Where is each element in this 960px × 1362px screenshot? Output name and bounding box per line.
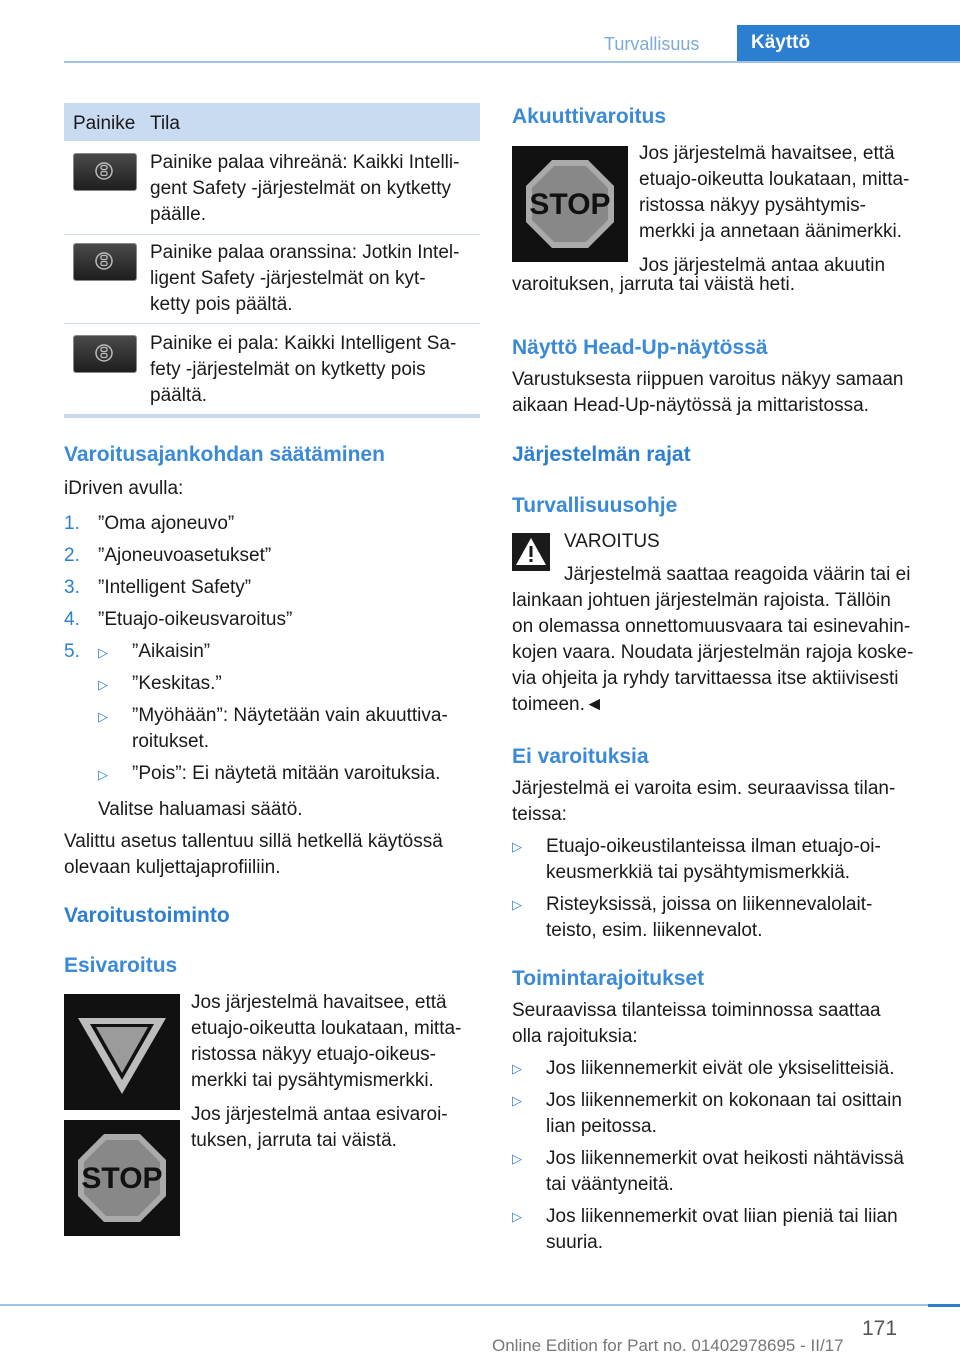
list-item: ▷ Jos liikennemerkit ovat liian pieniä tai liian suuria.: [512, 1206, 898, 1253]
svg-text:STOP: STOP: [81, 1162, 163, 1195]
list-item: ▷ Jos liikennemerkit on kokonaan tai osittain lian peitossa.: [512, 1090, 902, 1137]
warning-title: VAROITUS: [564, 531, 660, 552]
no-warnings-intro: Järjestelmä ei varoita esim. seuraavissa tilan- teissa:: [512, 778, 896, 825]
bullet-triangle-icon: ▷: [512, 1209, 522, 1224]
table-row: Painike ei pala: Kaikki Intelligent Sa- fety -järjestelmät on kytketty pois päältä.: [150, 333, 457, 406]
intelligent-safety-button-icon: [73, 153, 137, 191]
list-item: ▷ Jos liikennemerkit eivät ole yksiselitteisiä.: [512, 1056, 904, 1082]
no-warnings-list: [512, 834, 881, 944]
footer-rule: [0, 1304, 960, 1306]
edition-note: Online Edition for Part no. 01402978695 - II/17: [492, 1336, 844, 1355]
warning-text: lainkaan johtuen järjestelmän rajoista. Tällöin on olemassa onnettomuusvaara tai esinevahin- kojen vaara. Noudata järjestelmän rajoja koske- via ohjeita ja ryhdy tarvittaessa itse aktiivisesti toimeen.◄: [512, 590, 914, 715]
bullet-triangle-icon: ▷: [98, 677, 108, 692]
yield-sign-icon: [64, 994, 180, 1110]
bullet-triangle-icon: ▷: [512, 839, 522, 854]
step-list: 1. ”Oma ajoneuvo” 2. ”Ajoneuvoasetukset” 3. ”Intelligent Safety” 4. ”Etuajo-oikeusvaroitus” 5.: [64, 513, 293, 662]
header-section: Turvallisuus: [604, 34, 700, 54]
footer-accent: [928, 1304, 960, 1307]
list-item: ▷ Etuajo-oikeustilanteissa ilman etuajo-oi- keusmerkkiä tai pysähtymismerkkiä.: [512, 836, 881, 883]
heading-system-limits: Järjestelmän rajat: [512, 443, 691, 466]
col-button-header: Painike: [73, 113, 136, 134]
svg-text:STOP: STOP: [529, 188, 611, 221]
heading-pre-warning: Esivaroitus: [64, 954, 178, 977]
row-divider: [64, 323, 480, 324]
heading-no-warnings: Ei varoituksia: [512, 745, 649, 768]
select-instruction: Valitse haluamasi säätö.: [98, 799, 303, 820]
function-limits-intro: Seuraavissa tilanteissa toiminnossa saattaa olla rajoituksia:: [512, 1000, 881, 1047]
warning-first-line: Järjestelmä saattaa reagoida väärin tai ei: [564, 564, 911, 585]
pre-warning-text: Jos järjestelmä havaitsee, että etuajo-oikeutta loukataan, mitta- ristossa näkyy etuajo-oikeus- merkki tai pysähtymismerkki. Jos järjestelmä antaa esivaroi- tuksen, jarruta tai väistä.: [191, 992, 462, 1151]
acute-warning-tail: varoituksen, jarruta tai väistä heti.: [512, 274, 796, 295]
bullet-triangle-icon: ▷: [512, 897, 522, 912]
warning-triangle-icon: [512, 533, 550, 571]
heading-safety-note: Turvallisuusohje: [512, 494, 678, 517]
table-bottom-rule: [64, 414, 480, 418]
stop-sign-icon: [64, 1120, 180, 1236]
bullet-triangle-icon: ▷: [512, 1061, 522, 1076]
table-row: Painike palaa vihreänä: Kaikki Intelli- gent Safety -järjestelmät on kytketty päälle.: [150, 152, 460, 225]
table-header: [64, 103, 480, 141]
header-chapter-tab: Käyttö: [737, 25, 960, 61]
heading-hud: Näyttö Head-Up-näytössä: [512, 336, 768, 359]
hud-text: Varustuksesta riippuen varoitus näkyy samaan aikaan Head-Up-näytössä ja mittaristossa.: [512, 369, 904, 416]
function-limits-list: [512, 1056, 904, 1256]
safety-symbol-icon: [95, 162, 113, 180]
row-divider: [64, 234, 480, 235]
table-row: Painike palaa oranssina: Jotkin Intel- ligent Safety -järjestelmät on kyt- ketty pois päältä.: [150, 242, 460, 315]
bullet-triangle-icon: ▷: [98, 709, 108, 724]
saved-note: Valittu asetus tallentuu sillä hetkellä käytössä olevaan kuljettajaprofiiliin.: [64, 831, 443, 878]
heading-warning-timing: Varoitusajankohdan säätäminen: [64, 443, 385, 466]
bullet-triangle-icon: ▷: [512, 1151, 522, 1166]
stop-sign-icon: [512, 146, 628, 262]
list-item: ▷ Jos liikennemerkit ovat heikosti nähtävissä tai vääntyneitä.: [512, 1148, 905, 1195]
acute-warning-text: Jos järjestelmä havaitsee, että etuajo-oikeutta loukataan, mitta- ristossa näkyy pysähtymis- merkki ja annetaan äänimerkki. Jos järjestelmä antaa akuutin: [639, 143, 910, 276]
header-rule: [64, 61, 960, 63]
heading-acute-warning: Akuuttivaroitus: [512, 105, 667, 128]
intelligent-safety-button-icon: [73, 335, 137, 373]
heading-function-limits: Toimintarajoitukset: [512, 967, 705, 990]
bullet-triangle-icon: ▷: [98, 767, 108, 782]
page-number: 171: [862, 1317, 898, 1340]
col-state-header: Tila: [150, 113, 180, 134]
heading-warning-function: Varoitustoiminto: [64, 904, 230, 927]
bullet-triangle-icon: ▷: [98, 645, 108, 660]
list-item: ▷ Risteyksissä, joissa on liikennevalolait- teisto, esim. liikennevalot.: [512, 894, 873, 941]
safety-symbol-icon: [95, 344, 113, 362]
intelligent-safety-button-icon: [73, 243, 137, 281]
safety-symbol-icon: [95, 252, 113, 270]
bullet-triangle-icon: ▷: [512, 1093, 522, 1108]
idrive-intro: iDriven avulla:: [64, 478, 184, 499]
option-list: ▷ ”Aikaisin” ▷ ”Keskitas.” ▷ ”Myöhään”: Näytetään vain akuuttiva- roitukset. ▷ ”Pois”: Ei näytetä mitään varoituksia.: [98, 639, 448, 793]
